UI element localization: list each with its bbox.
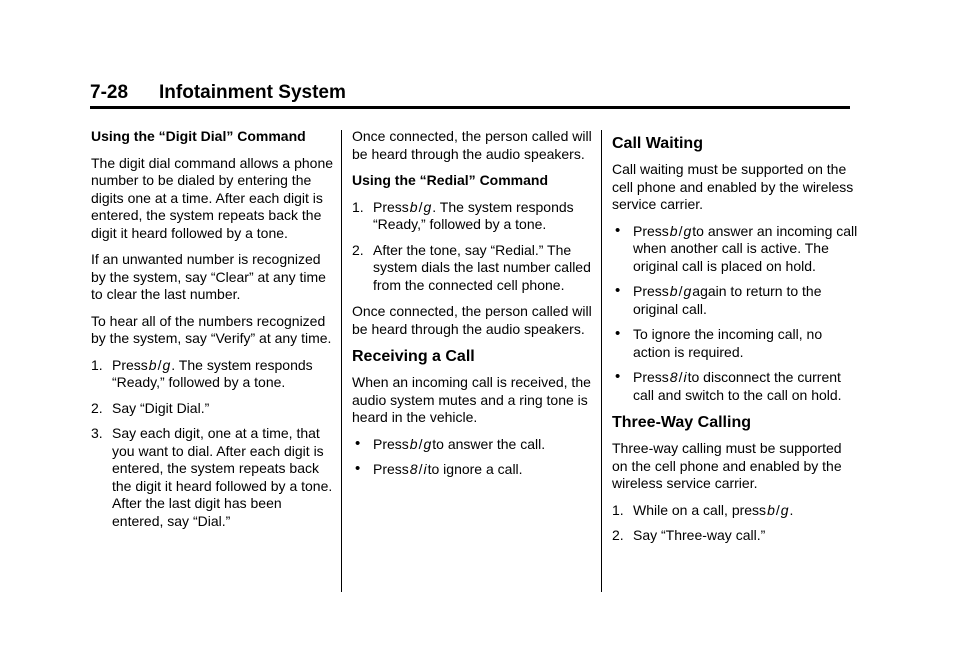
list-item: 2. Say “Digit Dial.” (91, 399, 210, 416)
step-number: 1. (612, 501, 624, 518)
list-item: • Pressb/gto answer an incoming call when another call is active. The original call is placed on hold. (615, 221, 858, 274)
paragraph: The digit dial command allows a phone number to be dialed by entering the digits one at a time. After each digit is entered, the system repeats back the digit it heard followed by a tone. (91, 154, 334, 241)
list-item: • Press8/ito ignore a call. (355, 460, 523, 477)
page-number: 7-28 (90, 82, 129, 103)
phone-icon: g (683, 222, 692, 239)
column-2 (352, 128, 592, 488)
step-number: 3. (91, 425, 103, 441)
step-number: 1. (352, 198, 364, 215)
bullet-icon: • (615, 282, 621, 299)
paragraph: If an unwanted number is recognized by the system, say “Clear” at any time to clear the last number. (91, 251, 326, 302)
push-to-talk-icon: b (409, 435, 418, 452)
list-item: • To ignore the incoming call, no action is required. (615, 325, 823, 360)
three-way-steps (612, 502, 860, 545)
step-number: 2. (352, 241, 364, 258)
push-to-talk-icon: b (669, 283, 678, 299)
section-heading-receiving-call: Receiving a Call (352, 348, 475, 365)
list-item: 1. Pressb/g. The system responds “Ready,” followed by a tone. (91, 356, 313, 390)
section-title: Infotainment System (159, 82, 346, 103)
list-item: • Pressb/gagain to return to the original call. (615, 282, 822, 317)
push-to-talk-icon: b (409, 198, 418, 215)
list-item: 1. Pressb/g. The system responds “Ready,” followed by a tone. (352, 198, 574, 232)
phone-icon: g (162, 356, 171, 373)
end-call-icon: i (683, 369, 687, 385)
mute-icon: 8 (409, 461, 418, 477)
list-item: 2. Say “Three-way call.” (612, 527, 766, 543)
paragraph: Call waiting must be supported on the cell phone and enabled by the wireless service carrier. (612, 161, 854, 212)
page-header (90, 80, 850, 109)
paragraph: When an incoming call is received, the audio system mutes and a ring tone is heard in the vehicle. (352, 374, 591, 425)
bullet-icon: • (355, 460, 361, 477)
paragraph: Once connected, the person called will be heard through the audio speakers. (352, 128, 592, 162)
list-item: • Press8/ito disconnect the current call and switch to the call on hold. (615, 368, 842, 403)
subheading-digit-dial: Using the “Digit Dial” Command (91, 128, 306, 144)
section-heading-three-way-calling: Three-Way Calling (612, 414, 751, 431)
bullet-icon: • (355, 434, 361, 452)
digit-dial-steps (91, 357, 336, 531)
mute-icon: 8 (669, 369, 678, 385)
bullet-icon: • (615, 221, 621, 239)
bullet-icon: • (615, 325, 621, 342)
end-call-icon: i (423, 461, 427, 477)
phone-icon: g (780, 501, 789, 518)
phone-icon: g (423, 435, 432, 452)
list-item: • Pressb/gto answer the call. (355, 434, 546, 452)
paragraph: Three-way calling must be supported on the cell phone and enabled by the wireless service carrier. (612, 440, 842, 491)
redial-steps (352, 199, 592, 295)
receiving-bullets (352, 436, 592, 479)
paragraph: To hear all of the numbers recognized by the system, say “Verify” at any time. (91, 312, 332, 346)
bullet-icon: • (615, 368, 621, 385)
push-to-talk-icon: b (148, 356, 157, 373)
list-item: 1. While on a call, pressb/g. (612, 501, 794, 518)
step-number: 1. (91, 356, 103, 373)
push-to-talk-icon: b (767, 501, 775, 518)
list-item: 2. After the tone, say “Redial.” The system dials the last number called from the connected cell phone. (352, 241, 591, 293)
step-number: 2. (612, 527, 624, 543)
subheading-redial: Using the “Redial” Command (352, 172, 549, 188)
column-3 (612, 128, 860, 554)
push-to-talk-icon: b (669, 222, 678, 239)
step-number: 2. (91, 399, 103, 416)
column-1 (91, 128, 336, 539)
paragraph: Once connected, the person called will be heard through the audio speakers. (352, 303, 592, 337)
phone-icon: g (683, 283, 692, 299)
section-heading-call-waiting: Call Waiting (612, 135, 703, 152)
call-waiting-bullets (612, 223, 860, 405)
phone-icon: g (423, 198, 432, 215)
list-item: 3. Say each digit, one at a time, that you want to dial. After each digit is entered, the system repeats back the digit it heard followed by a tone. After the last digit has been entered, say “Dial.” (91, 425, 333, 529)
column-divider (601, 130, 602, 592)
column-divider (341, 130, 342, 592)
